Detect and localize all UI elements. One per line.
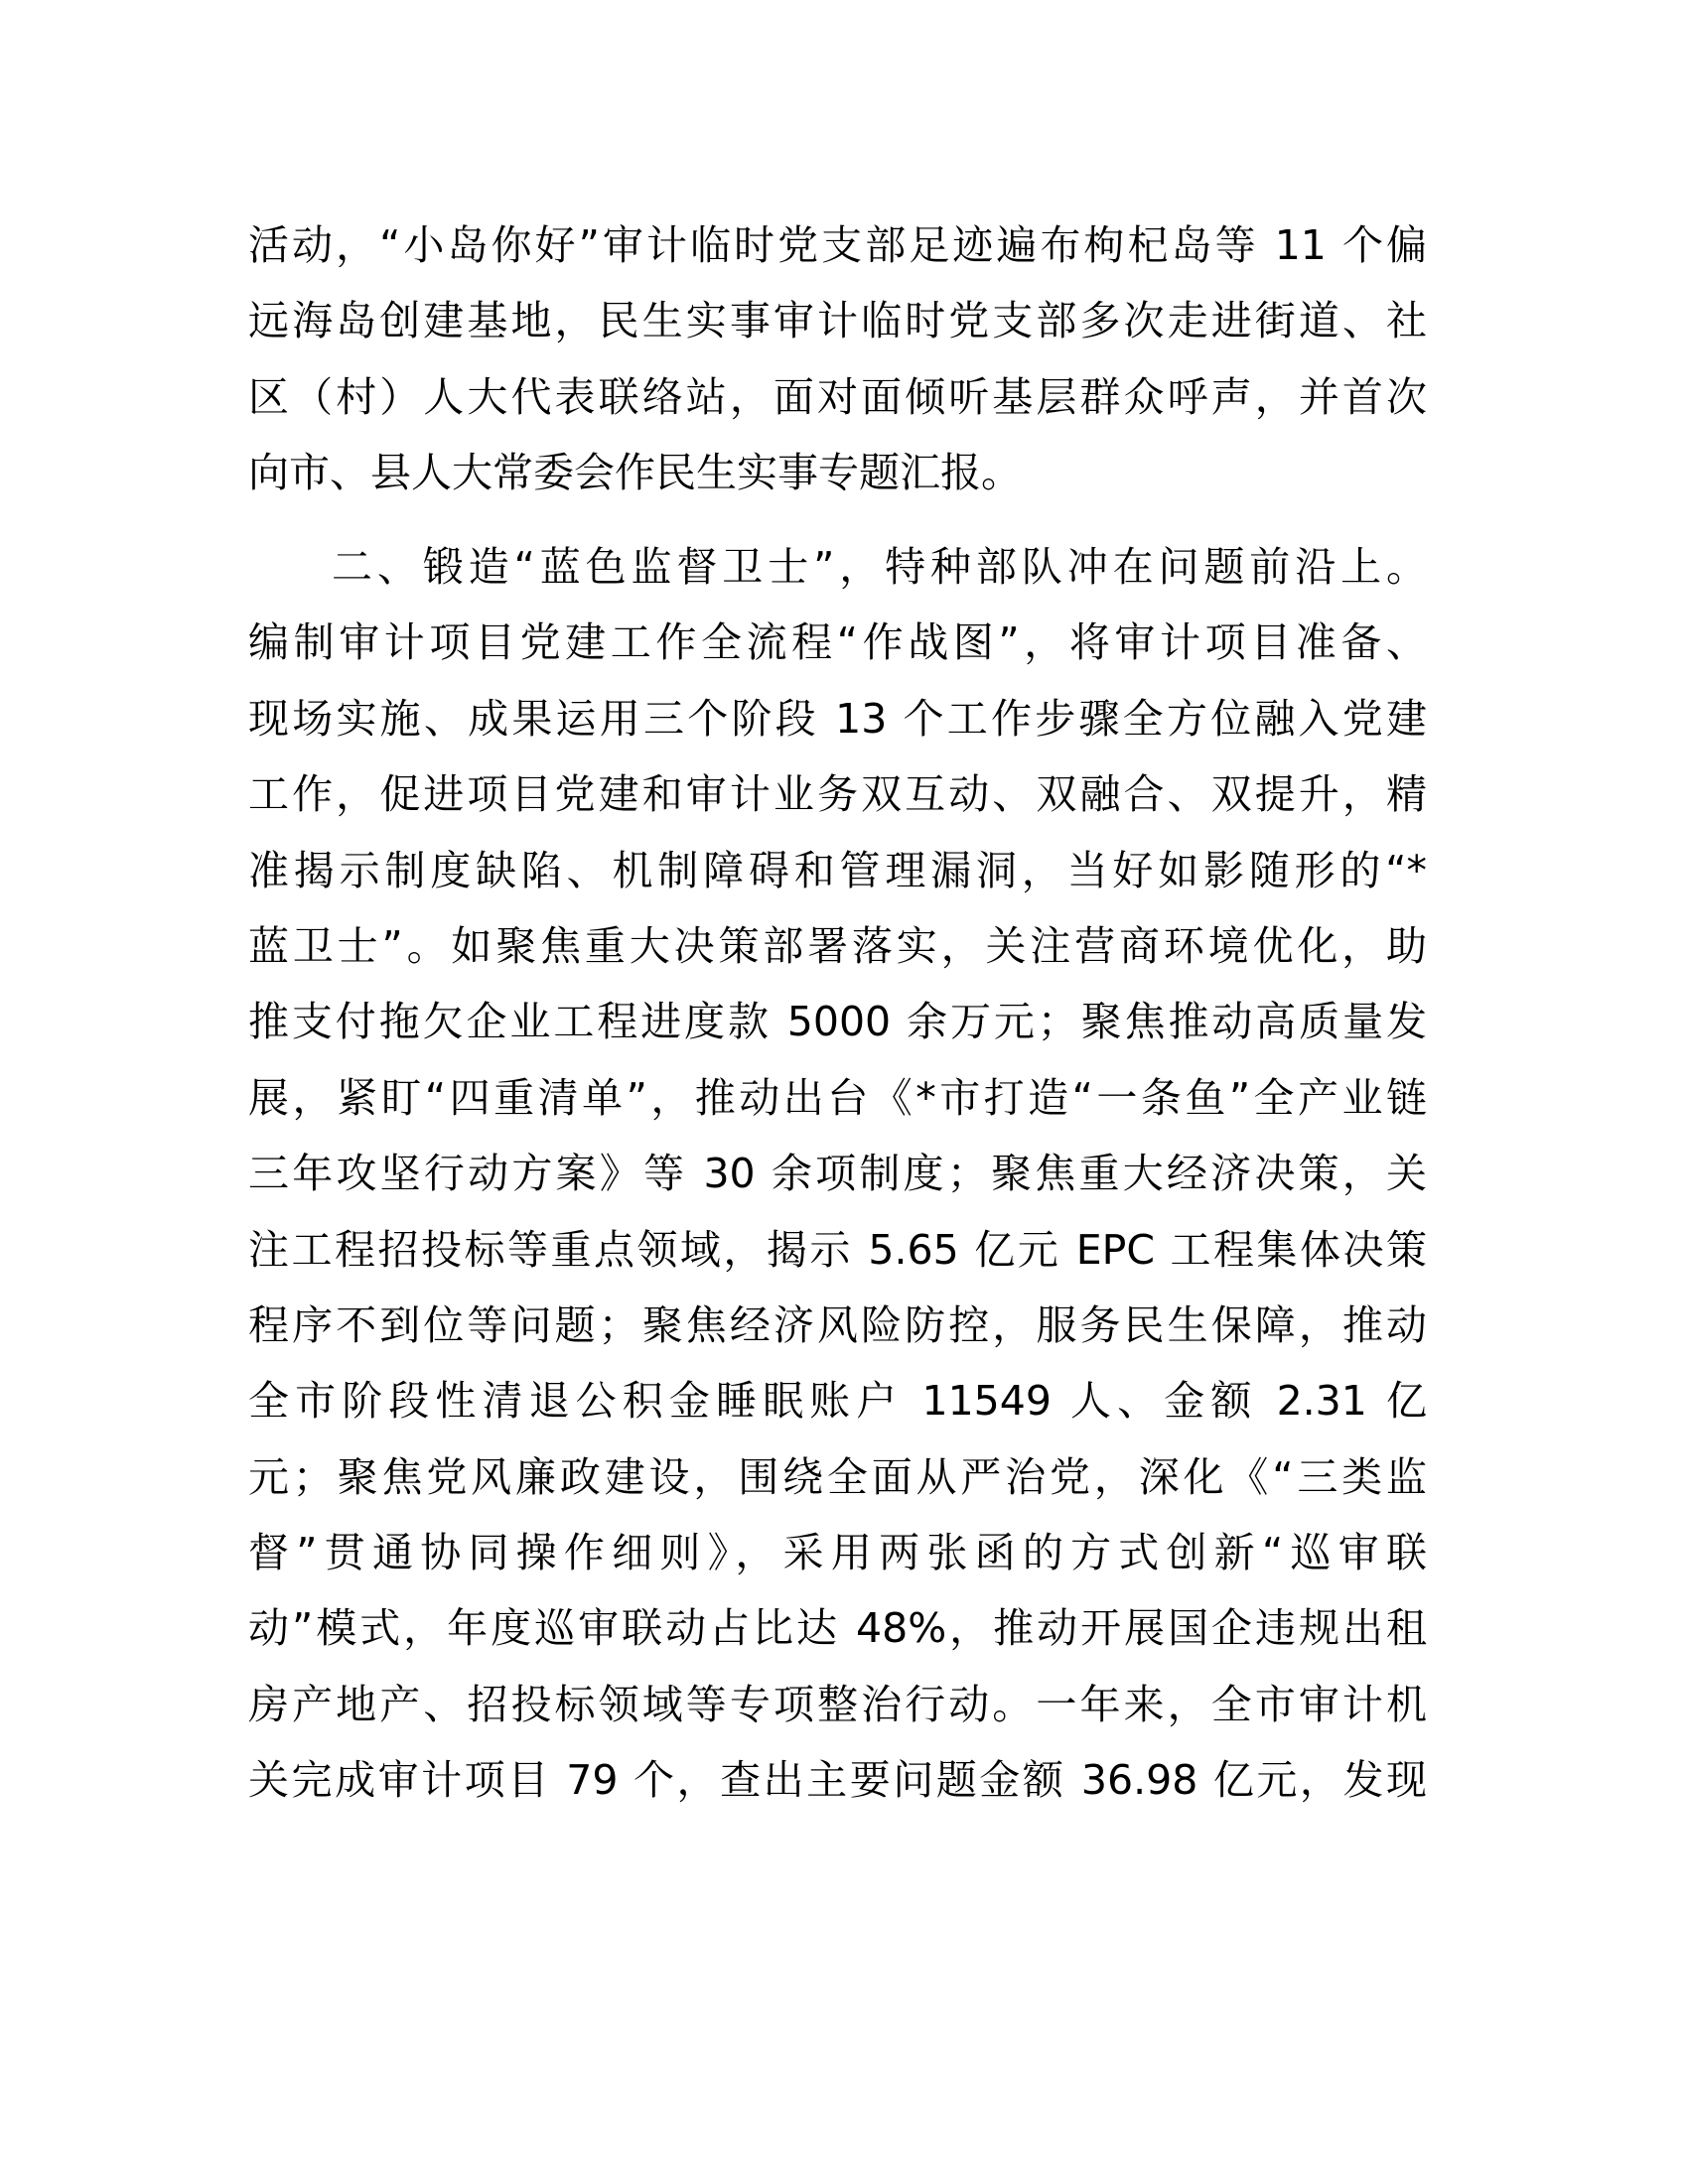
text-line: 动”模式，年度巡审联动占比达 48%，推动开展国企违规出租 bbox=[248, 1604, 1427, 1653]
paragraph-1 bbox=[248, 207, 1427, 511]
text-line: 区（村）人大代表联络站，面对面倾听基层群众呼声，并首次 bbox=[248, 372, 1427, 421]
text-line: 三年攻坚行动方案》等 30 余项制度；聚焦重大经济决策，关 bbox=[248, 1150, 1427, 1198]
text-line: 向市、县人大常委会作民生实事专题汇报。 bbox=[248, 449, 1022, 497]
text-line: 注工程招投标等重点领域，揭示 5.65 亿元 EPC 工程集体决策 bbox=[248, 1225, 1427, 1274]
text-line: 全市阶段性清退公积金睡眠账户 11549 人、金额 2.31 亿 bbox=[248, 1377, 1427, 1426]
text-line: 元；聚焦党风廉政建设，围绕全面从严治党，深化《“三类监 bbox=[248, 1452, 1427, 1501]
text-line: 推支付拖欠企业工程进度款 5000 余万元；聚焦推动高质量发 bbox=[248, 998, 1427, 1046]
text-line: 远海岛创建基地，民生实事审计临时党支部多次走进街道、社 bbox=[248, 297, 1427, 345]
text-line: 蓝卫士”。如聚焦重大决策部署落实，关注营商环境优化，助 bbox=[248, 921, 1427, 970]
text-line: 房产地产、招投标领域等专项整治行动。一年来，全市审计机 bbox=[248, 1680, 1427, 1728]
text-line: 关完成审计项目 79 个，查出主要问题金额 36.98 亿元，发现 bbox=[248, 1756, 1427, 1805]
paragraph-2 bbox=[248, 529, 1427, 1819]
section-heading-line: 二、锻造“蓝色监督卫士”，特种部队冲在问题前沿上。 bbox=[332, 543, 1427, 591]
text-line: 编制审计项目党建工作全流程“作战图”，将审计项目准备、 bbox=[248, 618, 1427, 667]
text-line: 展，紧盯“四重清单”，推动出台《*市打造“一条鱼”全产业链 bbox=[248, 1073, 1427, 1122]
text-line: 准揭示制度缺陷、机制障碍和管理漏洞，当好如影随形的“* bbox=[248, 846, 1427, 894]
text-line: 活动，“小岛你好”审计临时党支部足迹遍布枸杞岛等 11 个偏 bbox=[248, 221, 1427, 269]
text-line: 工作，促进项目党建和审计业务双互动、双融合、双提升，精 bbox=[248, 770, 1427, 819]
text-line: 督”贯通协同操作细则》，采用两张函的方式创新“巡审联 bbox=[248, 1529, 1427, 1577]
text-line: 程序不到位等问题；聚焦经济风险防控，服务民生保障，推动 bbox=[248, 1300, 1427, 1349]
text-line: 现场实施、成果运用三个阶段 13 个工作步骤全方位融入党建 bbox=[248, 694, 1427, 743]
